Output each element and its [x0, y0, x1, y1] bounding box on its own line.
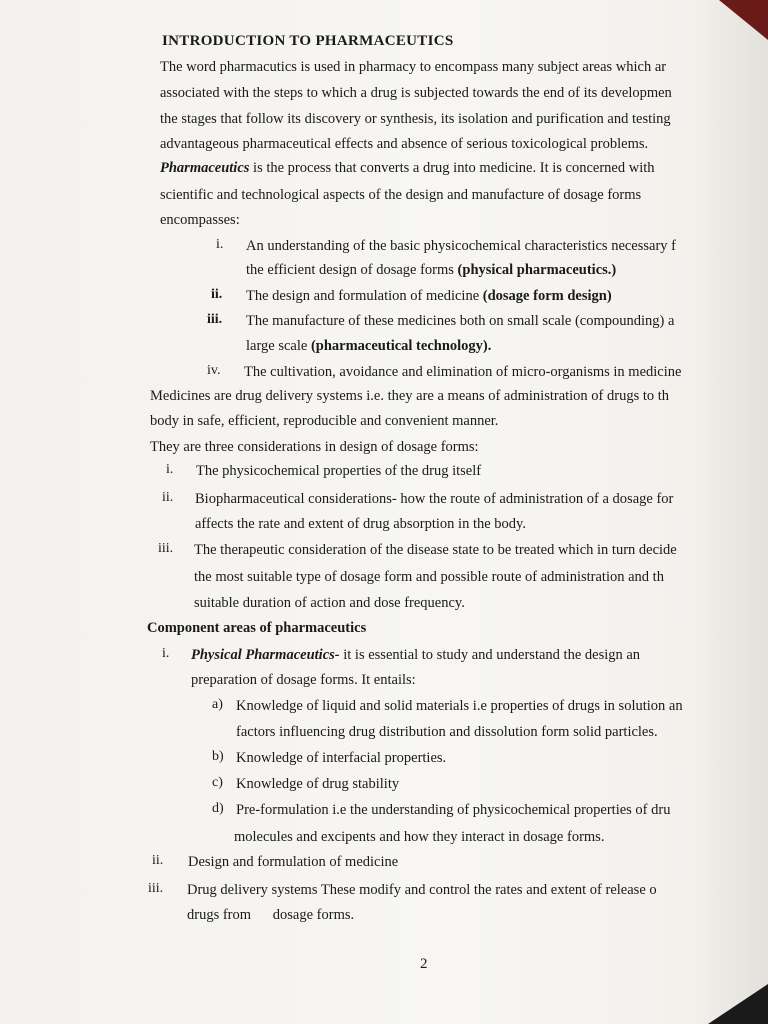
- list-marker: iii.: [207, 312, 223, 327]
- intro-line: advantageous pharmaceutical effects and absence of serious toxicological problems.: [160, 136, 649, 152]
- list-marker: i.: [166, 462, 174, 477]
- list-marker: i.: [162, 646, 170, 661]
- list-item-plain: large scale: [246, 338, 311, 354]
- list-item-text: The manufacture of these medicines both on small scale (compounding) a: [246, 313, 675, 329]
- sub-item-text: Knowledge of liquid and solid materials i.e properties of drugs in solution an: [236, 698, 683, 714]
- list-marker: ii.: [152, 853, 164, 868]
- sub-item-text: Knowledge of drug stability: [236, 776, 400, 792]
- list-marker: ii.: [162, 490, 174, 505]
- list-item-bold: (dosage form design): [482, 288, 612, 304]
- definition-term: Pharmaceutics: [160, 160, 250, 176]
- list-marker: i.: [216, 237, 224, 252]
- list-item-text: Biopharmaceutical considerations- how the route of administration of a dosage for: [195, 491, 674, 507]
- list-item-text: Drug delivery systems These modify and control the rates and extent of release o: [187, 882, 657, 898]
- definition-line: encompasses:: [160, 212, 240, 228]
- paragraph-line: Medicines are drug delivery systems i.e. they are a means of administration of drugs to th: [150, 388, 670, 404]
- component-text: it is essential to study and understand the design an: [339, 647, 641, 663]
- component-term: Physical Pharmaceutics-: [191, 647, 340, 663]
- paragraph-line: They are three considerations in design of dosage forms:: [150, 439, 479, 455]
- list-item-bold: (pharmaceutical technology).: [310, 338, 492, 354]
- intro-line: The word pharmacutics is used in pharmacy to encompass many subject areas which ar: [160, 59, 667, 75]
- list-item-text: [246, 287, 612, 305]
- list-item-text: The therapeutic consideration of the disease state to be treated which in turn decide: [194, 542, 677, 558]
- sub-item-text: Knowledge of interfacial properties.: [236, 750, 447, 766]
- list-item-text: Design and formulation of medicine: [188, 854, 399, 870]
- list-item-text: The cultivation, avoidance and elimination of micro-organisms in medicine: [244, 364, 682, 380]
- intro-line: the stages that follow its discovery or synthesis, its isolation and purification and testing: [160, 111, 671, 127]
- list-item-bold: (physical pharmaceutics.): [457, 262, 617, 278]
- list-item-plain: the efficient design of dosage forms: [246, 262, 458, 278]
- sub-marker: c): [212, 775, 223, 790]
- list-item-text: [191, 646, 640, 664]
- definition-line: scientific and technological aspects of the design and manufacture of dosage forms: [160, 187, 642, 203]
- list-marker: ii.: [211, 287, 223, 302]
- page-edge-shadow: [688, 0, 768, 1024]
- list-item-text: preparation of dosage forms. It entails:: [191, 672, 416, 688]
- page-title: INTRODUCTION TO PHARMACEUTICS: [162, 33, 454, 49]
- sub-item-text: Pre-formulation i.e the understanding of physicochemical properties of dru: [236, 802, 671, 818]
- list-item-text: [246, 337, 491, 355]
- intro-line: associated with the steps to which a drug is subjected towards the end of its developmen: [160, 85, 672, 101]
- list-item-text: The physicochemical properties of the drug itself: [196, 463, 482, 479]
- sub-marker: a): [212, 697, 223, 712]
- list-marker: iii.: [148, 881, 164, 896]
- list-item-text: the most suitable type of dosage form and possible route of administration and th: [194, 569, 664, 585]
- sub-marker: b): [212, 749, 224, 764]
- list-item-text: drugs from dosage forms.: [187, 907, 355, 923]
- list-item-text: An understanding of the basic physicochemical characteristics necessary f: [246, 238, 677, 254]
- list-item-text: affects the rate and extent of drug absorption in the body.: [195, 516, 526, 532]
- page-number: 2: [420, 956, 428, 972]
- paragraph-line: body in safe, efficient, reproducible and convenient manner.: [150, 413, 499, 429]
- definition-line: [160, 159, 655, 177]
- section-heading: Component areas of pharmaceutics: [147, 620, 367, 636]
- list-marker: iv.: [207, 363, 221, 378]
- sub-item-text: molecules and excipents and how they interact in dosage forms.: [234, 829, 605, 845]
- sub-item-text: factors influencing drug distribution and dissolution form solid particles.: [236, 724, 658, 740]
- list-item-text: suitable duration of action and dose frequency.: [194, 595, 465, 611]
- list-item-text: [246, 261, 616, 279]
- sub-marker: d): [212, 801, 224, 816]
- definition-text: is the process that converts a drug into medicine. It is concerned with: [249, 160, 655, 176]
- list-marker: iii.: [158, 541, 174, 556]
- list-item-plain: The design and formulation of medicine: [246, 288, 483, 304]
